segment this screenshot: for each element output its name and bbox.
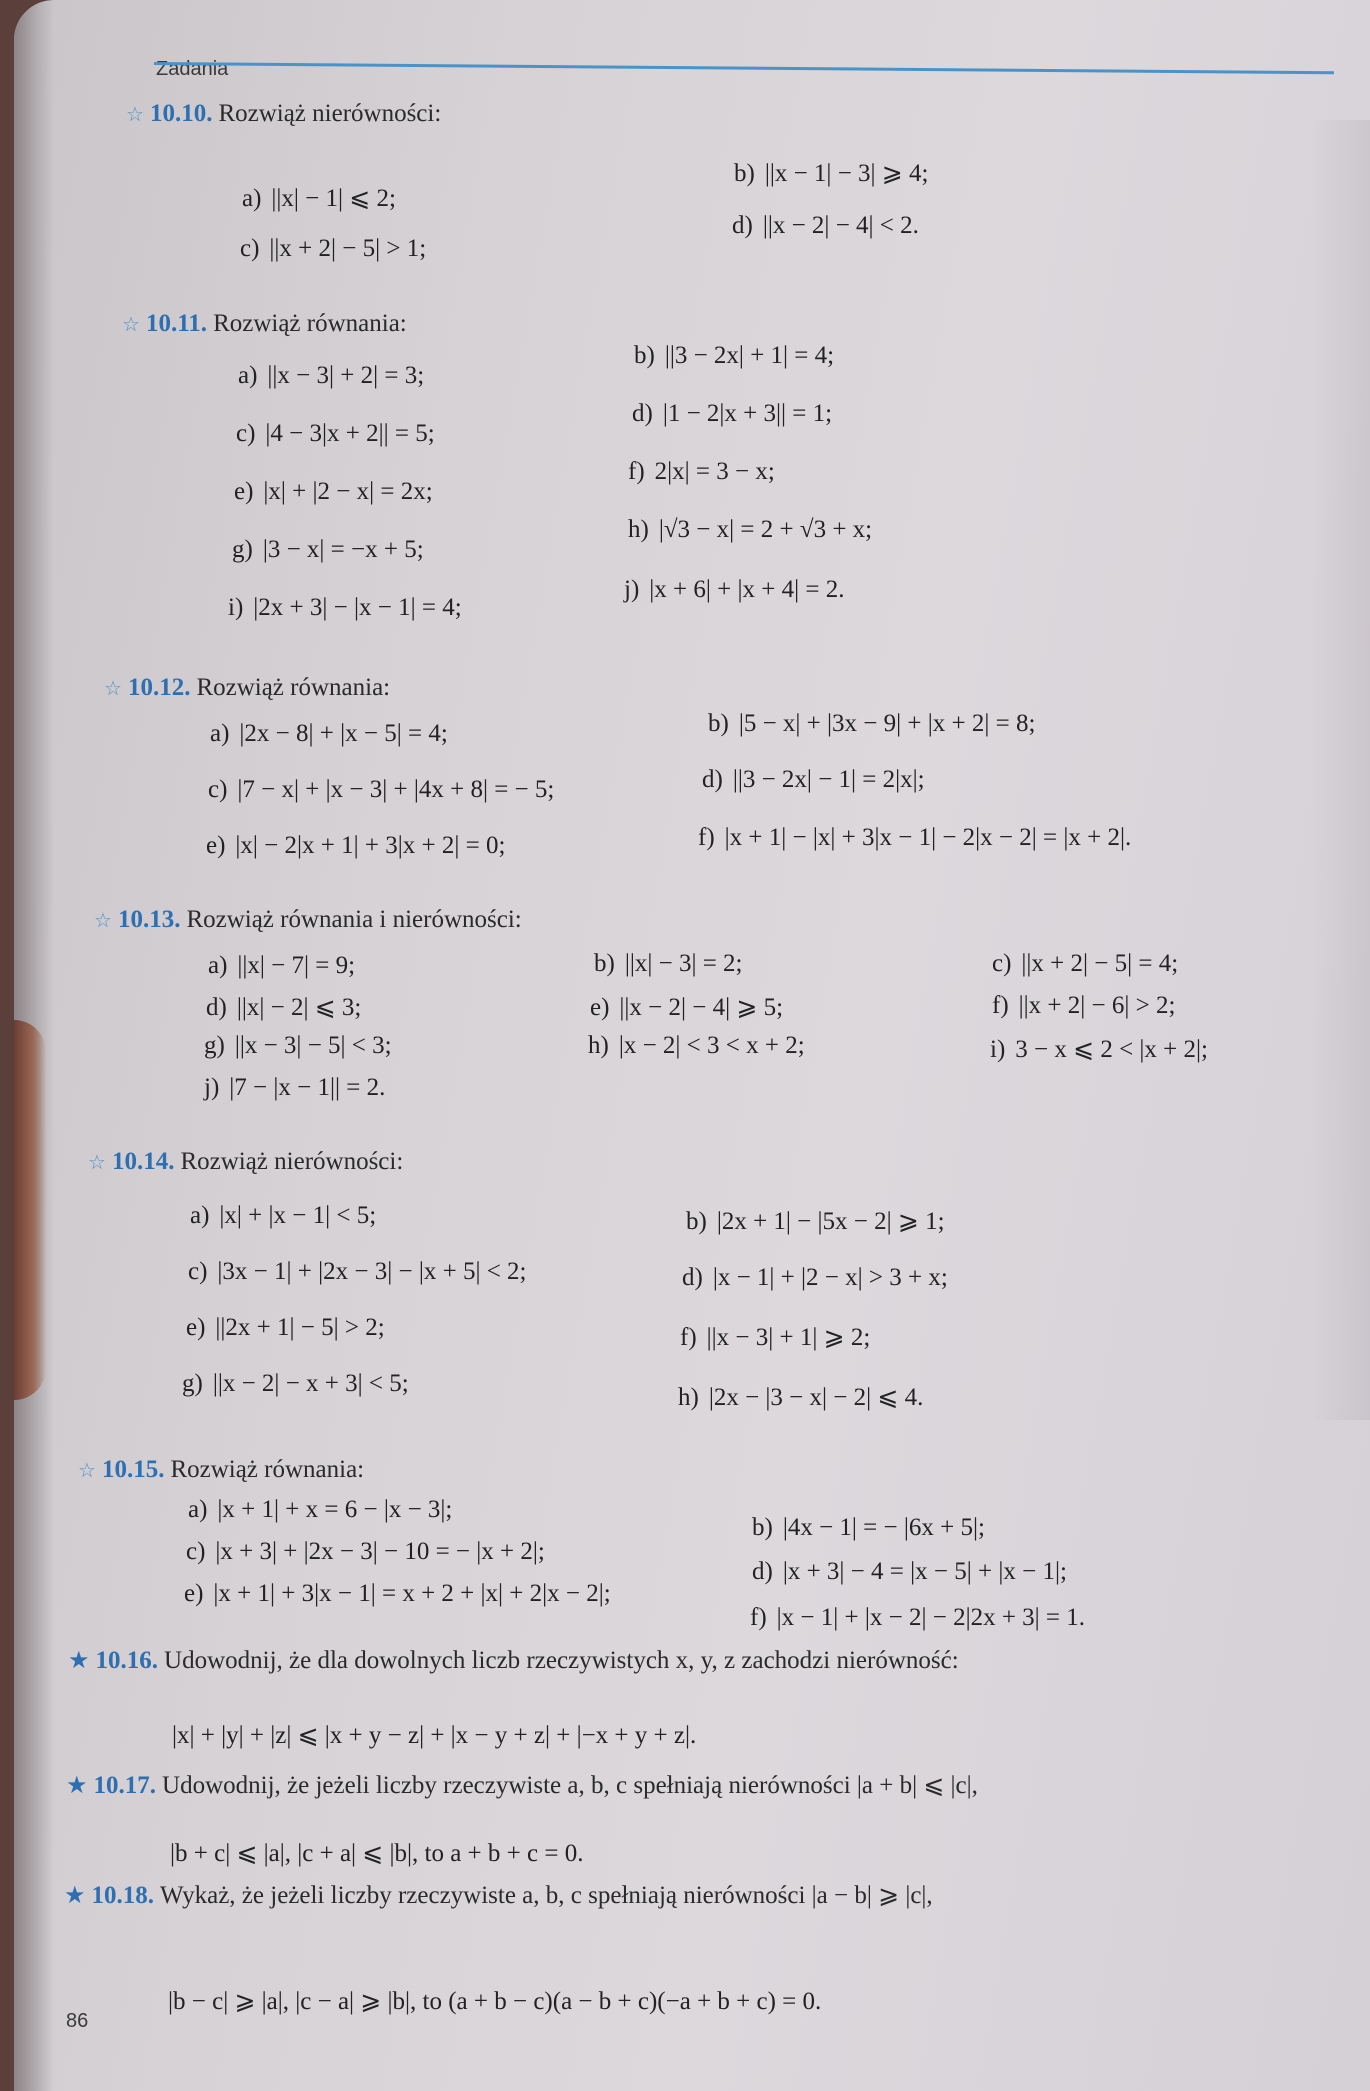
exercise-item: e) ||x − 2| − 4| ⩾ 5;: [590, 994, 784, 1021]
exercise-item: f) |x − 1| + |x − 2| − 2|2x + 3| = 1.: [750, 1604, 1086, 1631]
star-icon: ☆: [78, 1460, 96, 1482]
exercise-item: c) |4 − 3|x + 2|| = 5;: [236, 420, 435, 447]
exercise-item: c) |7 − x| + |x − 3| + |4x + 8| = − 5;: [208, 776, 555, 803]
exercise-item: e) |x| − 2|x + 1| + 3|x + 2| = 0;: [206, 832, 506, 859]
exercise-10-17-statement: |b + c| ⩽ |a|, |c + a| ⩽ |b|, to a + b + c = 0.: [170, 1840, 584, 1867]
exercise-item: e) |x| + |2 − x| = 2x;: [234, 478, 433, 505]
exercise-10-10-title: ☆ 10.10. Rozwiąż nierówności:: [126, 100, 442, 127]
exercise-item: b) ||3 − 2x| + 1| = 4;: [634, 342, 835, 369]
exercise-item: a) ||x − 3| + 2| = 3;: [238, 362, 425, 389]
exercise-item: c) |x + 3| + |2x − 3| − 10 = − |x + 2|;: [186, 1538, 545, 1565]
exercise-item: i) |2x + 3| − |x − 1| = 4;: [228, 594, 462, 621]
exercise-item: f) |x + 1| − |x| + 3|x − 1| − 2|x − 2| = |x + 2|.: [698, 824, 1132, 851]
exercise-item: g) ||x − 2| − x + 3| < 5;: [182, 1370, 409, 1397]
exercise-10-18-statement: |b − c| ⩾ |a|, |c − a| ⩾ |b|, to (a + b − c)(a − b + c)(−a + b + c) = 0.: [168, 1988, 822, 2015]
exercise-item: d) |x − 1| + |2 − x| > 3 + x;: [682, 1264, 948, 1291]
star-icon: ☆: [122, 314, 140, 336]
star-icon: ☆: [126, 104, 144, 126]
exercise-item: d) ||x − 2| − 4| < 2.: [732, 212, 919, 239]
exercise-10-16-statement: |x| + |y| + |z| ⩽ |x + y − z| + |x − y + z| + |−x + y + z|.: [172, 1722, 697, 1749]
exercise-item: d) ||3 − 2x| − 1| = 2|x|;: [702, 766, 925, 793]
exercise-item: g) |3 − x| = −x + 5;: [232, 536, 424, 563]
filled-star-icon: ★: [64, 1883, 86, 1909]
filled-star-icon: ★: [68, 1648, 90, 1674]
exercise-item: h) |2x − |3 − x| − 2| ⩽ 4.: [678, 1384, 924, 1411]
exercise-item: g) ||x − 3| − 5| < 3;: [204, 1032, 392, 1059]
exercise-10-12-title: ☆ 10.12. Rozwiąż równania:: [104, 674, 391, 701]
exercise-10-16-title: ★ 10.16. Udowodnij, że dla dowolnych liczb rzeczywistych x, y, z zachodzi nierówność:: [68, 1647, 959, 1674]
exercise-item: c) ||x + 2| − 5| = 4;: [992, 950, 1179, 977]
exercise-item: a) ||x| − 1| ⩽ 2;: [242, 185, 396, 212]
exercise-item: b) |2x + 1| − |5x − 2| ⩾ 1;: [686, 1208, 945, 1235]
exercise-item: d) |x + 3| − 4 = |x − 5| + |x − 1|;: [752, 1558, 1067, 1585]
exercise-item: f) ||x + 2| − 6| > 2;: [992, 992, 1176, 1019]
exercise-item: a) |x + 1| + x = 6 − |x − 3|;: [188, 1496, 453, 1523]
exercise-item: b) ||x − 1| − 3| ⩾ 4;: [734, 160, 929, 187]
exercise-item: j) |x + 6| + |x + 4| = 2.: [624, 576, 845, 603]
exercise-item: h) |√3 − x| = 2 + √3 + x;: [628, 516, 873, 543]
exercise-item: f) 2|x| = 3 − x;: [628, 458, 775, 485]
exercise-10-14-title: ☆ 10.14. Rozwiąż nierówności:: [88, 1148, 404, 1175]
page-number: 86: [66, 2010, 89, 2032]
exercise-item: a) ||x| − 7| = 9;: [208, 952, 356, 979]
exercise-item: f) ||x − 3| + 1| ⩾ 2;: [680, 1324, 871, 1351]
star-icon: ☆: [104, 678, 122, 700]
exercise-item: b) |4x − 1| = − |6x + 5|;: [752, 1514, 985, 1541]
star-icon: ☆: [88, 1152, 106, 1174]
exercise-item: a) |2x − 8| + |x − 5| = 4;: [210, 720, 448, 747]
exercise-item: e) |x + 1| + 3|x − 1| = x + 2 + |x| + 2|x − 2|;: [184, 1580, 611, 1607]
exercise-10-13-title: ☆ 10.13. Rozwiąż równania i nierówności:: [94, 906, 522, 933]
exercise-item: b) ||x| − 3| = 2;: [594, 950, 743, 977]
exercise-10-18-title: ★ 10.18. Wykaż, że jeżeli liczby rzeczywiste a, b, c spełniają nierówności |a − b| ⩾ |c|,: [64, 1882, 933, 1909]
exercise-item: c) |3x − 1| + |2x − 3| − |x + 5| < 2;: [188, 1258, 527, 1285]
exercise-item: a) |x| + |x − 1| < 5;: [190, 1202, 377, 1229]
filled-star-icon: ★: [66, 1773, 88, 1799]
exercise-item: h) |x − 2| < 3 < x + 2;: [588, 1032, 805, 1059]
exercise-item: i) 3 − x ⩽ 2 < |x + 2|;: [990, 1036, 1208, 1063]
exercise-10-11-title: ☆ 10.11. Rozwiąż równania:: [122, 310, 407, 337]
exercise-10-17-title: ★ 10.17. Udowodnij, że jeżeli liczby rzeczywiste a, b, c spełniają nierówności |a + b| ⩽ |c|,: [66, 1772, 978, 1799]
exercise-item: j) |7 − |x − 1|| = 2.: [204, 1074, 386, 1101]
exercise-item: e) ||2x + 1| − 5| > 2;: [186, 1314, 385, 1341]
exercise-item: b) |5 − x| + |3x − 9| + |x + 2| = 8;: [708, 710, 1036, 737]
exercise-item: d) ||x| − 2| ⩽ 3;: [206, 994, 362, 1021]
star-icon: ☆: [94, 910, 112, 932]
thumb: [14, 1020, 46, 1400]
running-header: Zadania: [156, 58, 229, 80]
exercise-item: c) ||x + 2| − 5| > 1;: [240, 235, 427, 262]
exercise-item: d) |1 − 2|x + 3|| = 1;: [632, 400, 833, 427]
header-rule: [154, 62, 1334, 74]
exercise-10-15-title: ☆ 10.15. Rozwiąż równania:: [78, 1456, 365, 1483]
show-through-shadow: [1310, 120, 1370, 1420]
book-page: [14, 0, 1370, 2091]
